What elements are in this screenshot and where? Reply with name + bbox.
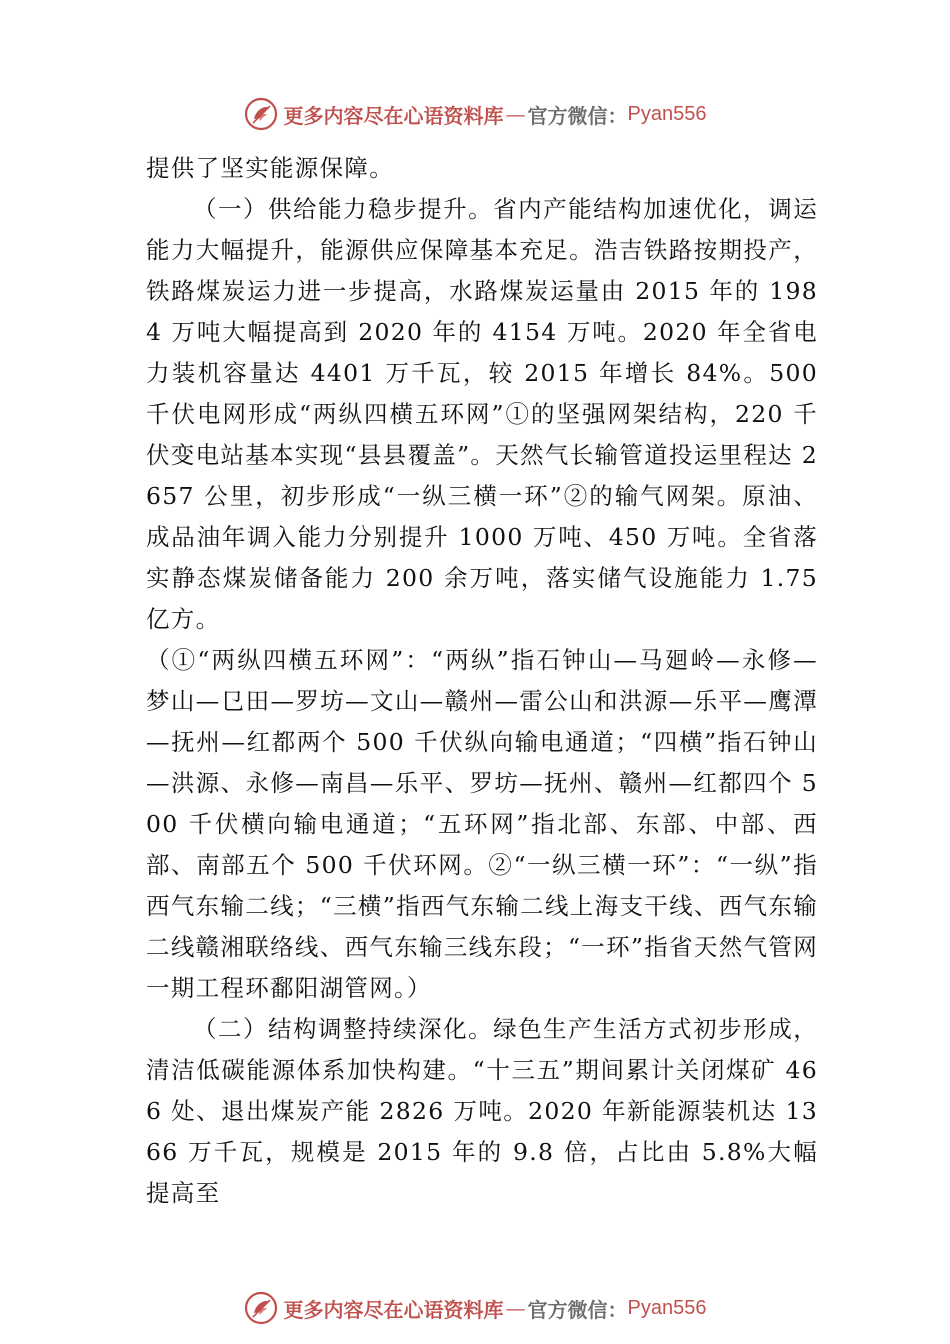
watermark-separator: —: [505, 102, 526, 126]
rose-logo-icon: [244, 97, 278, 131]
document-body: [146, 148, 818, 1214]
paragraph-footnote: （①“两纵四横五环网”：“两纵”指石钟山—马廻岭—永修—梦山—㔾田—罗坊—文山—赣州—雷公山和洪源—乐平—鹰潭—抚州—红都两个 500 千伏纵向输电通道；“四横”指石钟山—洪源、永修—南昌—乐平、罗坊—抚州、赣州—红都四个 500 千伏横向输电通道；“五环网”指北部、东部、中部、西部、南部五个 500 千伏环网。②“一纵三横一环”：“一纵”指西气东输二线；“三横”指西气东输二线上海支干线、西气东输二线赣湘联络线、西气东输三线东段；“一环”指省天然气管网一期工程环鄱阳湖管网。）: [146, 646, 818, 1002]
watermark-id: Pyan556: [627, 1296, 707, 1319]
paragraph-continuation: 提供了坚实能源保障。: [146, 154, 394, 182]
watermark-label: 官方微信：: [527, 1297, 628, 1322]
watermark-label: 官方微信：: [527, 103, 628, 128]
watermark-id: Pyan556: [627, 102, 707, 125]
watermark-text: 更多内容尽在心语资料库: [283, 103, 504, 128]
paragraph-supply-capacity: （一）供给能力稳步提升。省内产能结构加速优化，调运能力大幅提升，能源供应保障基本充足。浩吉铁路按期投产，铁路煤炭运力进一步提高，水路煤炭运量由 2015 年的 1984 万吨大幅提高到 2020 年的 4154 万吨。2020 年全省电力装机容量达 4401 万千瓦，较 2015 年增长 84%。500 千伏电网形成“两纵四横五环网”①的坚强网架结构，220 千伏变电站基本实现“县县覆盖”。天然气长输管道投运里程达 2657 公里，初步形成“一纵三横一环”②的输气网架。原油、成品油年调入能力分别提升 1000 万吨、450 万吨。全省落实静态煤炭储备能力 200 余万吨，落实储气设施能力 1.75 亿方。: [146, 195, 818, 633]
watermark-separator: —: [505, 1296, 526, 1320]
footer-watermark: [0, 1288, 950, 1328]
watermark-text: 更多内容尽在心语资料库: [283, 1297, 504, 1322]
paragraph-structure-adjustment: （二）结构调整持续深化。绿色生产生活方式初步形成，清洁低碳能源体系加快构建。“十三五”期间累计关闭煤矿 466 处、退出煤炭产能 2826 万吨。2020 年新能源装机达 1366 万千瓦，规模是 2015 年的 9.8 倍，占比由 5.8%大幅提高至: [146, 1015, 818, 1207]
rose-logo-icon: [244, 1291, 278, 1325]
header-watermark: [0, 94, 950, 134]
